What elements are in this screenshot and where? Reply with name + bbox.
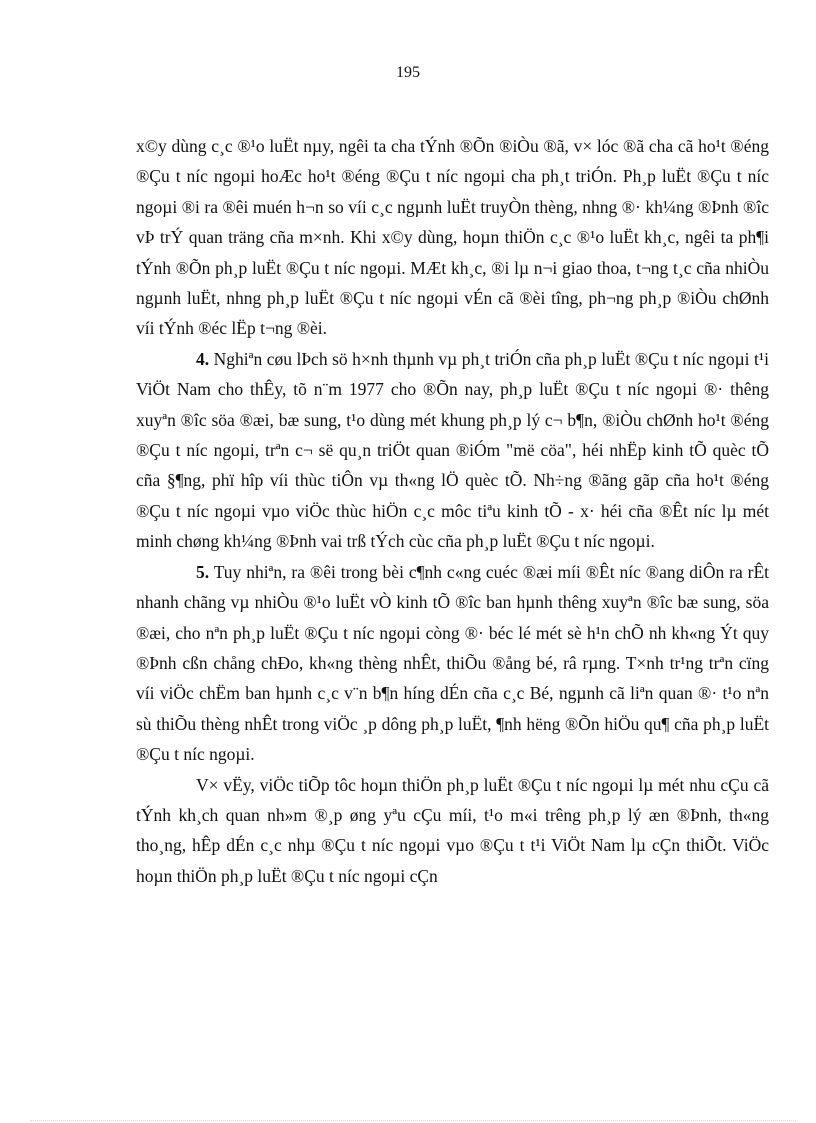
paragraph-5-text: Tuy nhiªn, ra ®êi trong bèi c¶nh c«ng cuéc ®æi míi ®Êt níc ®ang diÔn ra rÊt nhanh chãng vµ nhiÒu ®¹o luËt vÒ kinh tÕ ®îc ban hµnh thêng xuyªn ®îc bæ sung, söa ®æi, cho nªn ph¸p luËt ®Çu t níc ngoµi còng ®· béc lé mét sè h¹n chÕ nh kh«ng Ýt quy ®Þnh cßn chång chÐo, kh«ng thèng nhÊt, thiÕu ®ång bé, râ rµng. T×nh tr¹ng trªn cïng víi viÖc chËm ban hµnh c¸c v¨n b¶n híng dÉn cña c¸c Bé, ngµnh cã liªn quan ®· t¹o nªn sù thiÕu thèng nhÊt trong viÖc ¸p dông ph¸p luËt, ¶nh hëng ®Õn hiÖu qu¶ cña ph¸p luËt ®Çu t níc ngoµi. — [136, 561, 769, 765]
page-number: 195 — [396, 64, 420, 81]
paragraph-1 — [136, 131, 769, 344]
paragraph-5 — [136, 557, 769, 770]
paragraph-number: 4. — [196, 348, 210, 369]
page-bottom-divider — [30, 1120, 796, 1121]
paragraph-6 — [136, 770, 769, 892]
paragraph-1-text: x©y dùng c¸c ®¹o luËt nµy, ngêi ta cha tÝnh ®Õn ®iÒu ®ã, v× lóc ®ã cha cã ho¹t ®éng ®Çu t níc ngoµi hoÆc ho¹t ®éng ®Çu t níc ngoµi cha ph¸t triÓn. Ph¸p luËt ®Çu t níc ngoµi ®i ra ®êi muén h¬n so víi c¸c ngµnh luËt truyÒn thèng, nhng ®· kh¼ng ®Þnh ®îc vÞ trÝ quan träng cña m×nh. Khi x©y dùng, hoµn thiÖn c¸c ®¹o luËt kh¸c, ngêi ta ph¶i tÝnh ®Õn ph¸p luËt ®Çu t níc ngoµi. MÆt kh¸c, ®i lµ n¬i giao thoa, t¬ng t¸c cña nhiÒu ngµnh luËt, nhng ph¸p luËt ®Çu t níc ngoµi vÉn cã ®èi tîng, ph¬ng ph¸p ®iÒu chØnh víi tÝnh ®éc lËp t¬ng ®èi. — [136, 136, 769, 339]
paragraph-number: 5. — [196, 561, 210, 582]
paragraph-4 — [136, 344, 769, 557]
paragraph-6-text: V× vËy, viÖc tiÕp tôc hoµn thiÖn ph¸p luËt ®Çu t níc ngoµi lµ mét nhu cÇu cã tÝnh kh¸ch quan nh»m ®¸p øng yªu cÇu míi, t¹o m«i trêng ph¸p lý æn ®Þnh, th«ng tho¸ng, hÊp dÉn c¸c nhµ ®Çu t níc ngoµi vµo ®Çu t t¹i ViÖt Nam lµ cÇn thiÕt. ViÖc hoµn thiÖn ph¸p luËt ®Çu t níc ngoµi cÇn — [136, 774, 769, 886]
body-text — [136, 131, 769, 891]
paragraph-4-text: Nghiªn cøu lÞch sö h×nh thµnh vµ ph¸t triÓn cña ph¸p luËt ®Çu t níc ngoµi t¹i ViÖt Nam cho thÊy, tõ n¨m 1977 cho ®Õn nay, ph¸p luËt ®Çu t níc ngoµi ®· thêng xuyªn ®îc söa ®æi, bæ sung, t¹o dùng mét khung ph¸p lý c¬ b¶n, ®iÒu chØnh ho¹t ®éng ®Çu t níc ngoµi, trªn c¬ së qu¸n triÖt quan ®iÓm "më cöa", héi nhËp kinh tÕ quèc tÕ cña §¶ng, phï hîp víi thùc tiÔn vµ th«ng lÖ quèc tÕ. Nh÷ng ®ãng gãp cña ho¹t ®éng ®Çu t níc ngoµi vµo viÖc thùc hiÖn c¸c môc tiªu kinh tÕ - x· héi cña ®Êt níc lµ mét minh chøng kh¼ng ®Þnh vai trß tÝch cùc cña ph¸p luËt ®Çu t níc ngoµi. — [136, 348, 769, 552]
